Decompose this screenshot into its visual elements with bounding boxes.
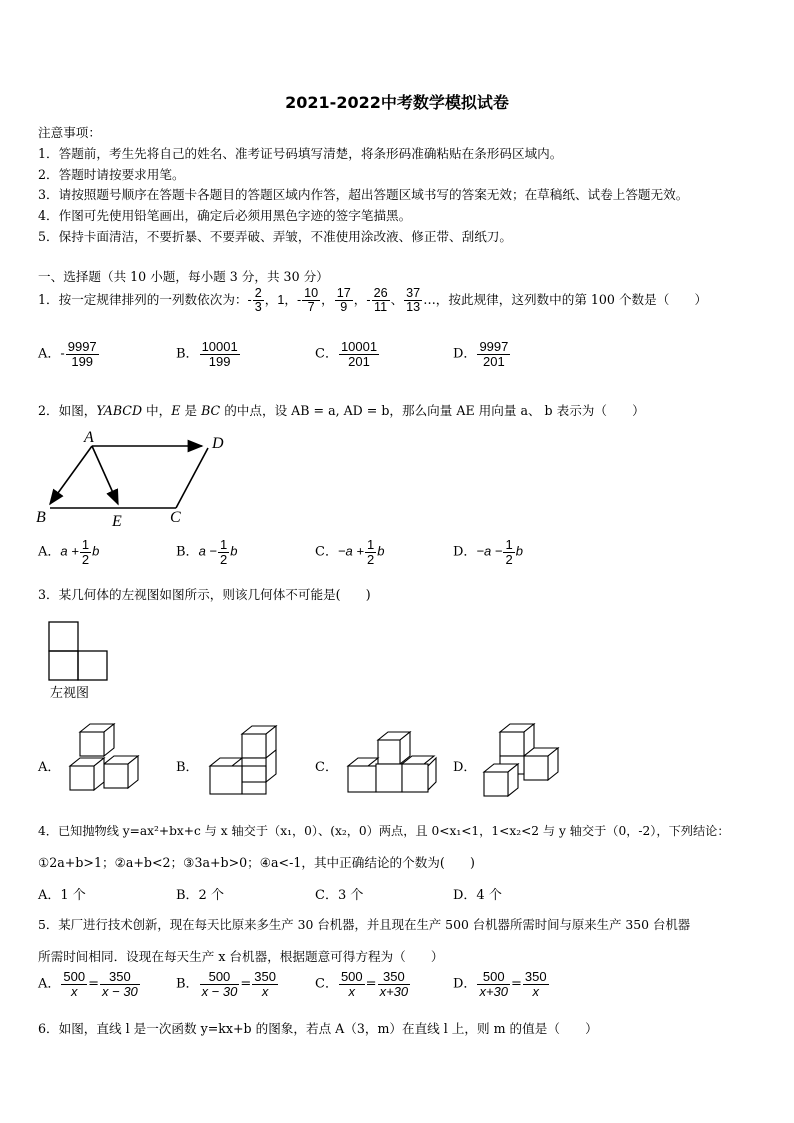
question-2: 2．如图，YABCD 中，E 是 BC 的中点，设 AB = a, AD = b，那么向量 AE 用向量 a、 b 表示为（ ） [38,403,645,418]
q3-option-b-solid[interactable] [204,722,284,798]
parallelogram-figure [34,428,244,530]
question-6: 6．如图，直线 l 是一次函数 y=kx+b 的图象，若点 A（3，m）在直线 l 上，则 m 的值是（ ） [38,1021,598,1036]
q5-option-d[interactable]: D． $\frac{500}{x+30}$ = $\frac{350}{x}$ [453,969,547,999]
segment-cd [176,448,208,508]
q1-option-c[interactable]: C． $\frac{10001}{201}$ [315,339,378,369]
label-d: D [212,435,224,452]
q1-term: $\frac{37}{13}$ [406,286,421,315]
question-4-line-2: ①2a+b>1；②a+b<2；③3a+b>0；④a<-1，其中正确结论的个数为( ) [38,855,475,870]
page-title: 2021-2022中考数学模拟试卷 [285,93,509,112]
q4-option-c[interactable]: C．3 个 [315,888,364,903]
q3-option-b-label[interactable]: B． [176,760,199,775]
q4-option-a[interactable]: A．1 个 [38,888,86,903]
notice-item-1: 1．答题前，考生先将自己的姓名、准考证号码填写清楚，将条形码准确粘贴在条形码区域内。 [38,146,563,161]
label-b: B [36,509,46,526]
vector-ae [92,446,118,504]
question-4-line-1: 4．已知抛物线 y=ax²+bx+c 与 x 轴交于（x₁，0）、(x₂，0）两点，且 0<x₁<1，1<x₂<2 与 y 轴交于（0，-2），下列结论： [38,824,730,838]
q1-term: $\frac{2}{3}$ [254,286,262,315]
q1-term: $\frac{26}{11}$ [373,286,388,315]
q2-option-b[interactable]: B．a − $\frac{1}{2}$ b [176,537,238,567]
notice-item-2: 2．答题时请按要求用笔。 [38,167,185,182]
q1-option-d[interactable]: D． $\frac{9997}{201}$ [453,339,509,369]
label-c: C [170,509,181,526]
question-5-line-2: 所需时间相同．设现在每天生产 x 台机器，根据题意可得方程为（ ） [38,949,444,964]
q3-option-c-solid[interactable] [342,728,442,798]
q4-option-d[interactable]: D．4 个 [453,888,502,903]
q1-term: $\frac{17}{9}$ [336,286,351,315]
q5-option-b[interactable]: B． $\frac{500}{x - 30}$ = $\frac{350}{x}$ [176,969,276,999]
question-1: 1．按一定规律排列的一列数依次为：- $\frac{2}{3}$ ，1，- $\frac{10}{7}$ ， $\frac{17}{9}$ ，- $\frac{26}{11}$ 、 $\frac{37}{13}$ …，按此规律，这列数中的第 100 个数是（ ） [38,286,708,315]
q1-option-a[interactable]: A．- $\frac{9997}{199}$ [38,339,97,369]
q4-option-b[interactable]: B．2 个 [176,888,224,903]
q3-option-d-label[interactable]: D． [453,760,477,775]
q1-term: $\frac{10}{7}$ [304,286,319,315]
q2-option-d[interactable]: D．−a − $\frac{1}{2}$ b [453,537,523,567]
notice-item-3: 3．请按照题号顺序在答题卡各题目的答题区域内作答，超出答题区域书写的答案无效；在草稿纸、试卷上答题无效。 [38,187,689,202]
q2-option-a[interactable]: A．a + $\frac{1}{2}$ b [38,537,100,567]
label-e: E [112,513,122,530]
q5-option-a[interactable]: A． $\frac{500}{x}$ = $\frac{350}{x - 30}$ [38,969,138,999]
q2-option-c[interactable]: C．−a + $\frac{1}{2}$ b [315,537,385,567]
left-view-caption: 左视图 [50,686,90,701]
q1-option-b[interactable]: B． $\frac{10001}{199}$ [176,339,238,369]
notice-heading: 注意事项： [38,125,101,140]
q3-option-d-solid[interactable] [478,722,564,802]
q1-term: 1 [277,293,285,308]
q1-prefix: 1．按一定规律排列的一列数依次为： [38,292,248,308]
question-3: 3．某几何体的左视图如图所示，则该几何体不可能是( ) [38,587,371,602]
question-5-line-1: 5．某厂进行技术创新，现在每天比原来多生产 30 台机器，并且现在生产 500 台机器所需时间与原来生产 350 台机器 [38,917,691,932]
q3-option-c-label[interactable]: C． [315,760,338,775]
vector-ab [50,446,92,504]
left-view-figure [46,620,112,682]
q3-option-a-label[interactable]: A． [38,760,61,775]
notice-item-4: 4．作图可先使用铅笔画出，确定后必须用黑色字迹的签字笔描黑。 [38,208,412,223]
q1-suffix: …，按此规律，这列数中的第 100 个数是（ ） [423,292,708,308]
q5-option-c[interactable]: C． $\frac{500}{x}$ = $\frac{350}{x+30}$ [315,969,409,999]
notice-item-5: 5．保持卡面清洁，不要折暴、不要弄破、弄皱，不准使用涂改液、修正带、刮纸刀。 [38,229,512,244]
section-heading: 一、选择题（共 10 小题，每小题 3 分，共 30 分） [38,269,329,284]
q3-option-a-solid[interactable] [64,722,144,798]
label-a: A [84,429,94,446]
